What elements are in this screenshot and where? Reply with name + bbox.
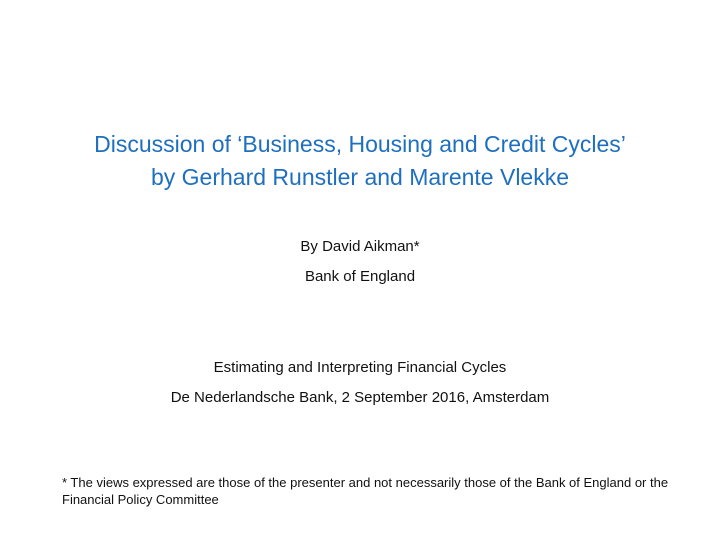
disclaimer-footnote: * The views expressed are those of the presenter and not necessarily those of the Bank of England or the Financial Policy Committee	[62, 475, 669, 507]
author-affiliation: Bank of England	[304, 268, 416, 285]
author-byline: By David Aikman*	[300, 238, 420, 255]
event-block	[60, 353, 660, 413]
slide-title	[40, 128, 680, 194]
slide-title-line-1: Discussion of ‘Business, Housing and Credit Cycles’	[94, 131, 626, 157]
event-venue: De Nederlandsche Bank, 2 September 2016, Amsterdam	[170, 389, 550, 406]
slide-title-line-2: by Gerhard Runstler and Marente Vlekke	[150, 164, 570, 190]
author-block	[160, 232, 560, 292]
event-name: Estimating and Interpreting Financial Cycles	[213, 359, 507, 376]
